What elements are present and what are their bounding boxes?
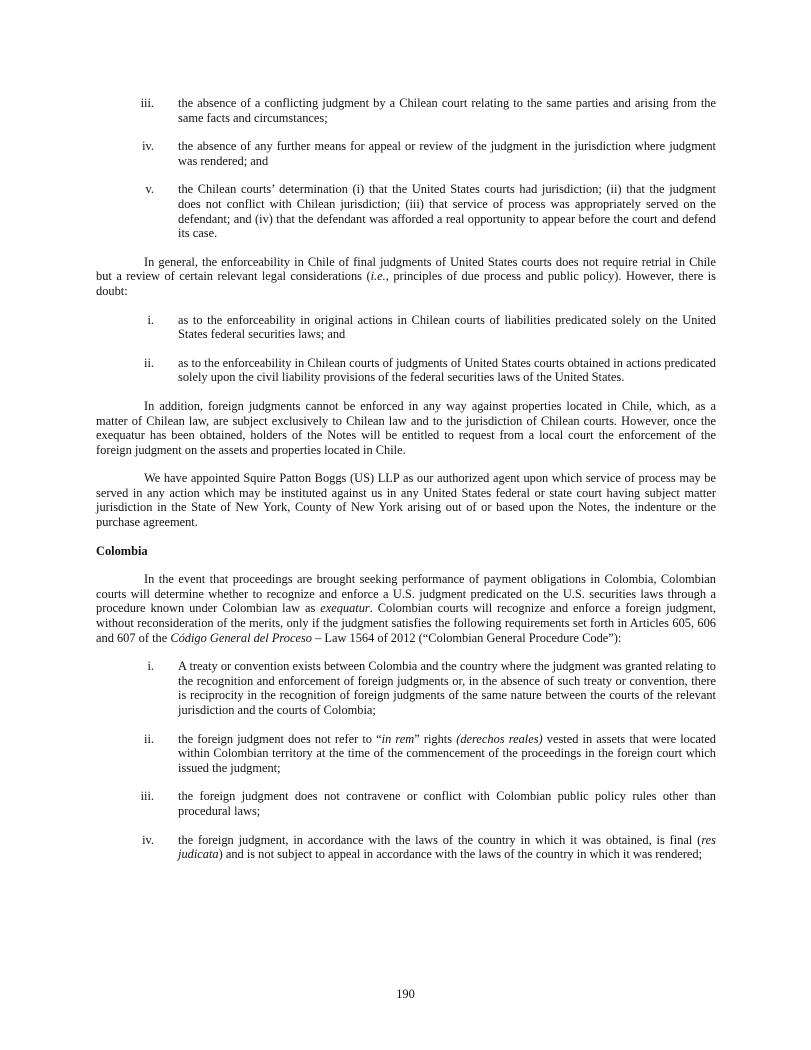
text-segment: vested in assets that were located within Colombian territory at the time of the commencement of the proceedings in the foreign court which issued the judgment;	[178, 731, 717, 775]
list-text: as to the enforceability in original actions in Chilean courts of liabilities predicated solely on the United States federal securities laws; and	[178, 312, 716, 342]
list-item	[96, 182, 716, 240]
list-item	[96, 139, 716, 168]
text-segment: – Law 1564 of 2012 (“Colombian General Procedure Code”):	[312, 630, 622, 645]
list-number: ii.	[144, 731, 154, 746]
list-number: iii.	[140, 789, 154, 804]
list-text: A treaty or convention exists between Colombia and the country where the judgment was granted relating to the recognition and enforcement of foreign judgments or, in the absence of such treaty or convention, there is reciprocity in the recognition of foreign judgments of the same nature between the courts of the relevant jurisdiction and the courts of Colombia;	[178, 659, 716, 717]
list-item	[96, 789, 716, 818]
list-number: i.	[147, 659, 154, 674]
paragraph-enforceability	[96, 255, 716, 299]
paragraph-agent: We have appointed Squire Patton Boggs (US) LLP as our authorized agent upon which service of process may be served in any action which may be instituted against us in any United States federal or state court having subject matter jurisdiction in the State of New York, County of New York arising out of or based upon the Notes, the indenture or the purchase agreement.	[96, 471, 716, 530]
list-item	[96, 313, 716, 342]
page-number: 190	[396, 987, 415, 1001]
text-segment-italic: i.e.	[370, 269, 386, 284]
text-segment: the foreign judgment does not refer to “	[178, 731, 382, 746]
list-number: iii.	[140, 96, 154, 110]
text-segment: ) and is not subject to appeal in accordance with the laws of the country in which it was rendered;	[218, 847, 703, 862]
text-segment: the foreign judgment, in accordance with the laws of the country in which it was obtained, is final (	[178, 832, 702, 847]
list-item	[96, 833, 716, 862]
list-text: the absence of any further means for appeal or review of the judgment in the jurisdiction where judgment was rendered; and	[178, 139, 716, 168]
text-segment: In general, the enforceability in Chile of final judgments of United States courts does not require retrial in Chile but a review of certain relevant legal considerations (	[96, 254, 716, 284]
text-segment-italic: in rem	[381, 731, 415, 746]
list-text: as to the enforceability in Chilean courts of judgments of United States courts obtained in actions predicated solely upon the civil liability provisions of the federal securities laws of the United States.	[178, 355, 716, 385]
list-text	[178, 732, 716, 775]
list-item	[96, 732, 716, 776]
document-page	[96, 96, 716, 862]
text-segment: In the event that proceedings are brought seeking performance of payment obligations in Colombia, Colombian courts will determine whether to recognize and enforce a U.S. judgment predicated on the U.S. securities laws through a procedure known under Colombian law as	[96, 572, 716, 616]
paragraph-colombia	[96, 572, 716, 645]
list-item	[96, 659, 716, 717]
list-number: i.	[147, 312, 154, 327]
text-segment-italic: Código General del Proceso	[170, 630, 312, 645]
list-number: ii.	[144, 355, 154, 370]
section-heading-colombia: Colombia	[96, 543, 148, 558]
text-segment: , principles of due process and public policy). However, there is doubt:	[96, 269, 716, 298]
text-segment-italic: res judicata	[178, 832, 716, 862]
list-text: the foreign judgment does not contravene or conflict with Colombian public policy rules other than procedural laws;	[178, 789, 716, 818]
text-segment: ” rights	[414, 731, 457, 746]
list-item	[96, 96, 716, 125]
text-segment: . Colombian courts will recognize and enforce a foreign judgment, without reconsideration of the merits, only if the judgment satisfies the following requirements set forth in Articles 605, 606 and 607 of the	[96, 601, 717, 645]
text-segment-italic: exequatur	[320, 601, 370, 616]
list-text	[178, 833, 716, 862]
list-item	[96, 356, 716, 385]
list-text: the Chilean courts’ determination (i) that the United States courts had jurisdiction; (ii) that the judgment does not conflict with Chilean jurisdiction; (iii) that service of process was appropriately served on the defendant; and (iv) that the defendant was afforded a real opportunity to appear before the court and defend its case.	[178, 182, 716, 241]
list-number: iv.	[142, 832, 154, 847]
list-number: iv.	[142, 139, 154, 154]
paragraph-addition: In addition, foreign judgments cannot be enforced in any way against properties located in Chile, which, as a matter of Chilean law, are subject exclusively to Chilean law and to the jurisdiction of Chilean courts. However, once the exequatur has been obtained, holders of the Notes will be entitled to request from a local court the enforcement of the foreign judgment on the assets and properties located in Chile.	[96, 398, 716, 457]
list-text: the absence of a conflicting judgment by a Chilean court relating to the same parties and arising from the same facts and circumstances;	[178, 96, 716, 125]
list-number: v.	[145, 182, 154, 197]
text-segment-italic: (derechos reales)	[456, 731, 543, 746]
